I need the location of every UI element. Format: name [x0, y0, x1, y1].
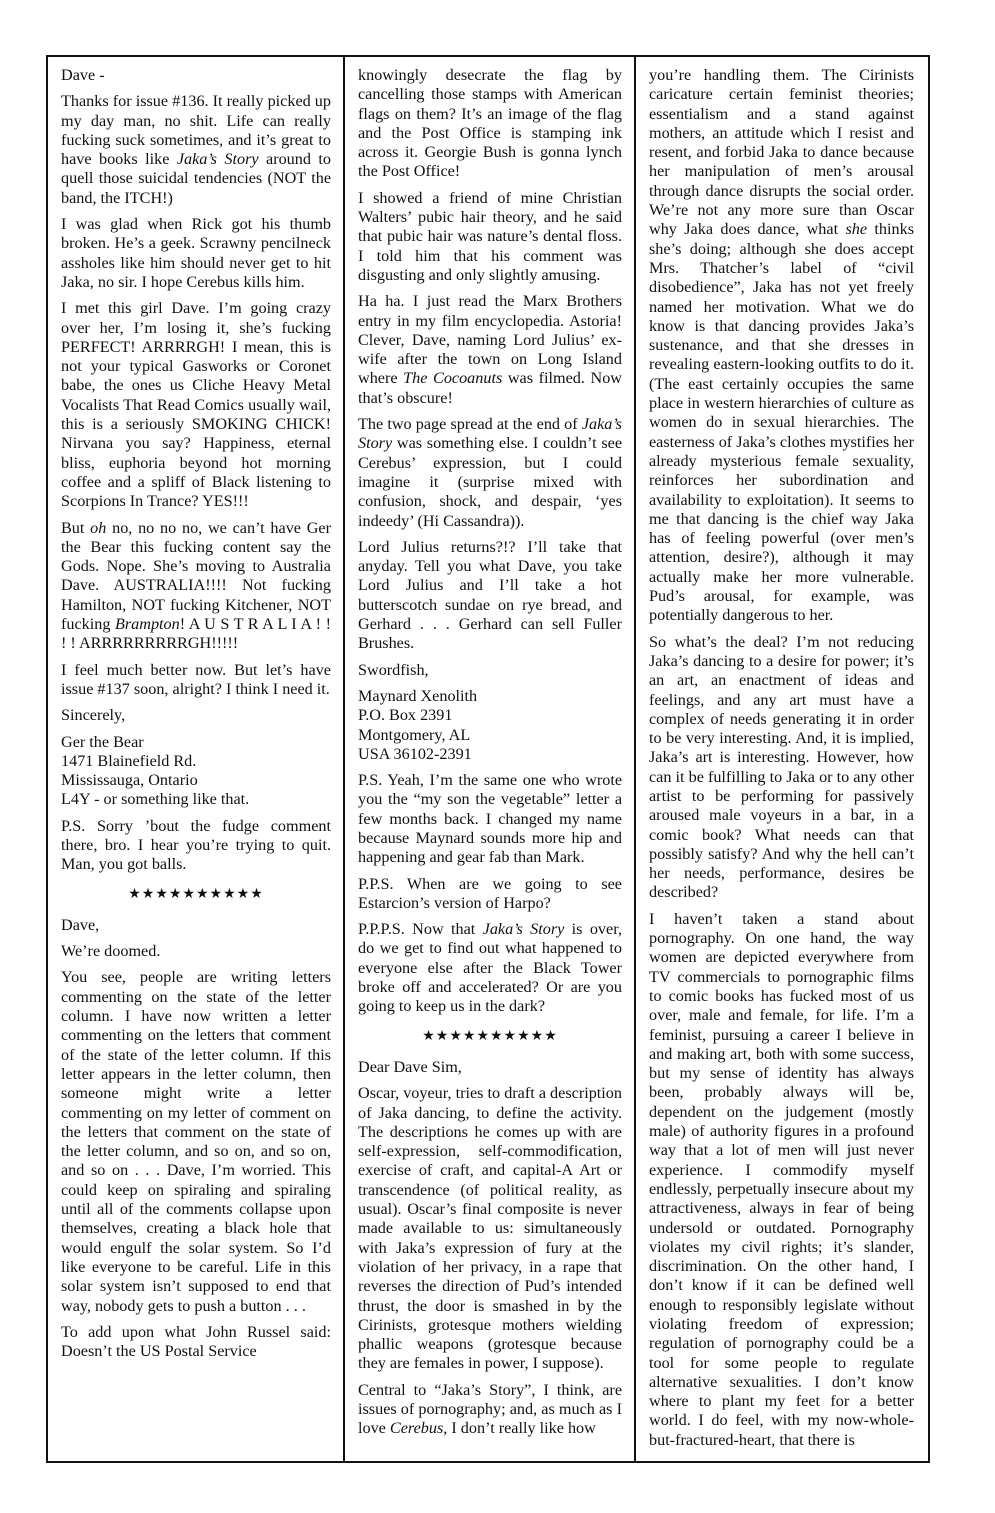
text-run: ★★★★★★★★★★	[128, 886, 264, 902]
letter-paragraph	[358, 875, 622, 914]
text-run: I was glad when Rick got his thumb broken. He’s a geek. Scrawny pencilneck assholes like him should never get to hit Jaka, no sir. I hope Cerebus kills him.	[61, 215, 331, 291]
address-line: L4Y - or something like that.	[61, 790, 250, 809]
letter-paragraph	[358, 661, 622, 680]
text-run: Dave,	[61, 915, 100, 934]
letter-paragraph	[358, 1084, 622, 1373]
text-run: Dave -	[61, 66, 105, 84]
text-run: thinks she’s doing; although she does accept Mrs. Thatcher’s label of “civil disobedience”, Jaka has not yet freely named her motivation. What we do know is that dancing provides Jaka’s sustenance, and that she dresses in revealing eastern-looking outfits to do it. (The east certainly occupies the same place in western hierarchies of culture as women do in sexual hierarchies. The easterness of Jaka’s clothes mystifies her already mysterious female sexuality, reinforces her subordination and availability to exploitation). It seems to me that dancing is the chief way Jaka has of feeling powerful (over men’s attention, desire?), although it may actually make her more vulnerable. Pud’s arousal, for example, was potentially dangerous to her.	[649, 220, 915, 625]
text-run: The two page spread at the end of	[358, 415, 582, 434]
letter-paragraph	[61, 661, 331, 700]
text-run: Ha ha. I just read the Marx Brothers entry in my film encyclopedia. Astoria! Clever, Dave, naming Lord Julius’ ex-wife after the town on Long Island where	[358, 292, 622, 388]
text-run: Dear Dave Sim,	[358, 1057, 462, 1076]
text-run: P.S. Yeah, I’m the same one who wrote you the “my son the vegetable” letter a few months back. I changed my name because Maynard sounds more hip and happening and gear fab than Mark.	[358, 771, 622, 867]
italic-title-text: The Cocoanuts	[403, 369, 503, 388]
text-run: , I don’t really like how	[443, 1419, 596, 1438]
letter-paragraph	[61, 215, 331, 292]
text-run: P.S. Sorry ’bout the fudge comment there, bro. I hear you’re trying to quit. Man, you got balls.	[61, 816, 331, 874]
text-run: ! A U S T R A L I A ! ! ! ! ARRRRRRRRRGH!!!!!	[61, 615, 331, 653]
italic-title-text: Brampton	[114, 615, 180, 634]
text-run: Thanks for issue #136. It really picked up my day man, no shit. Life can really fucking suck sometimes, and it’s great to have books like	[61, 92, 331, 169]
letter-paragraph	[358, 1381, 622, 1439]
text-run: I showed a friend of mine Christian Walters’ pubic hair theory, and he said that pubic hair was nature’s dental floss. I told him that his comment was disgusting and only slightly amusing.	[358, 188, 622, 284]
letter-paragraph	[61, 916, 331, 935]
address-line: Montgomery, AL	[358, 725, 471, 744]
address-line: P.O. Box 2391	[358, 706, 453, 725]
letter-paragraph	[61, 66, 331, 85]
section-divider-stars	[358, 1027, 622, 1046]
text-run: Central to “Jaka’s Story”, I think, are issues of pornography; and, as much as I love	[358, 1380, 622, 1438]
text-run: Lord Julius returns?!? I’ll take that anyday. Tell you what Dave, you take Lord Julius and I’ll take a hot butterscotch sundae on rye bread, and Gerhard . . . Gerhard can sell Fuller Brushes.	[358, 537, 622, 653]
letter-paragraph	[649, 910, 914, 1450]
letter-paragraph	[61, 968, 331, 1315]
section-divider-stars	[61, 885, 331, 904]
text-run: P.P.S. When are we going to see Estarcion’s version of Harpo?	[358, 874, 622, 912]
letter-paragraph	[61, 817, 331, 875]
letter-paragraph	[61, 92, 331, 208]
signature-address	[358, 687, 622, 764]
letters-page-frame	[46, 55, 930, 1463]
letter-paragraph	[61, 299, 331, 511]
text-run: was filmed. Now that’s obscure!	[358, 369, 622, 407]
letter-paragraph	[358, 1058, 622, 1077]
letter-paragraph	[358, 920, 622, 1016]
letter-paragraph	[61, 942, 331, 961]
address-line: Ger the Bear	[61, 732, 144, 751]
text-run: ★★★★★★★★★★	[422, 1028, 558, 1044]
text-run: Sincerely,	[61, 706, 126, 725]
letter-paragraph	[358, 415, 622, 531]
text-run: P.P.P.S. Now that	[358, 920, 483, 939]
text-run: is over, do we get to find out what happened to everyone else after the Black Tower broke off and accelerated? Or are you going to keep us in the dark?	[358, 920, 622, 1016]
text-run: you’re handling them. The Cirinists caricature certain feminist theories; essentialism and a stand against mothers, an attitude which I resist and resent, and forbid Jaka to dance because her manipulation of men’s arousal through dance disrupts the social order. We’re not any more sure than Oscar why Jaka does dance, what	[649, 66, 914, 239]
italic-title-text: she	[845, 220, 868, 239]
letter-paragraph	[358, 771, 622, 867]
letter-column-3	[634, 57, 928, 1461]
letter-paragraph	[358, 189, 622, 285]
text-run: To add upon what John Russel said: Doesn’t the US Postal Service	[61, 1322, 331, 1361]
letter-paragraph	[358, 66, 622, 182]
text-run: I haven’t taken a stand about pornography. On one hand, the way women are depicted everywhere from TV commercials to pornographic films to comic books has fucked most of us over, male and female, for life. I’m a feminist, pursuing a career I believe in and making art, both with some success, but my sense of identity has always been, probably always will be, dependent on the judgement (mostly male) of authority figures in a profound way that a lot of men will just never experience. I commodify myself endlessly, perpetually insecure about my attractiveness, always in fear of being undersold or outdated. Pornography violates my civil rights; it’s slander, discrimination. On the other hand, I don’t know if it can be defined well enough to responsibly legislate without violating freedom of expression; regulation of pornography could be a tool for some people to regulate alternative sexualities. I don’t know where to plant my feet for a better world. I do feel, with my now-whole-but-fractured-heart, that there is	[649, 909, 914, 1449]
text-run: was something else. I couldn’t see Cerebus’ expression, but I could imagine it (surprise mixed with confusion, shock, and despair, ‘yes indeedy’ (Hi Cassandra)).	[358, 434, 622, 530]
text-run: But	[61, 518, 91, 537]
italic-title-text: Jaka’s Story	[176, 150, 259, 169]
address-line: USA 36102-2391	[358, 744, 472, 763]
signature-address	[61, 733, 331, 810]
text-run: So what’s the deal? I’m not reducing Jaka’s dancing to a desire for power; it’s an art, an enactment of ideas and feelings, and any art must have a complex of needs generating it in order to be very interesting. And, it is implied, Jaka’s art is interesting. However, how can it be fulfilling to Jaka or to any other artist to be performing for passively aroused male voyeurs in a bar, in a comic book? What needs can that possibly satisfy? And why the hell can’t her needs, performance, desires be described?	[649, 632, 914, 902]
text-run: We’re doomed.	[61, 942, 161, 961]
italic-title-text: Jaka’s Story	[358, 415, 622, 453]
text-run: You see, people are writing letters commenting on the state of the letter column. I have now written a letter commenting on the letters that comment of the state of the letter column. If this letter appears in the letter column, then someone might write a letter commenting on my letter of comment on the letters that comment on the state of the letter column, and so on, and so on, and so on . . . Dave, I’m worried. This could keep on spiraling and spiraling until all of the comments collapse upon themselves, creating a black hole that would engulf the solar system. So I’d like everyone to be careful. Life in this solar system isn’t supposed to end that way, nobody gets to push a button . . .	[61, 968, 331, 1315]
text-run: Oscar, voyeur, tries to draft a description of Jaka dancing, to define the activity. The descriptions he comes up with are self-expression, self-commodification, exercise of craft, and capital-A Art or transcendence (of political reality, as usual). Oscar’s final composite is never made available to us: simultaneously with Jaka’s expression of fury at the violation of her privacy, in a rape that reverses the direction of Pud’s intended thrust, the door is smashed in by the Cirinists, grotesque mothers wielding phallic weapons (grotesque because they are females in power, I suppose).	[358, 1084, 622, 1373]
address-line: Maynard Xenolith	[358, 686, 478, 705]
address-line: Mississauga, Ontario	[61, 771, 198, 790]
letter-column-2	[343, 57, 634, 1461]
letter-paragraph	[61, 706, 331, 725]
letter-paragraph	[358, 292, 622, 408]
text-run: around to quell those suicidal tendencies (NOT the band, the ITCH!)	[61, 150, 331, 207]
letter-paragraph	[649, 66, 914, 626]
letter-paragraph	[61, 1323, 331, 1362]
letter-paragraph	[61, 519, 331, 654]
text-run: I met this girl Dave. I’m going crazy over her, I’m losing it, she’s fucking PERFECT! ARRRRGH! I mean, this is not your typical Gasworks or Coronet babe, the ones us Cliche Heavy Metal Vocalists That Read Comics usually wail, this is a seriously SMOKING CHICK! Nirvana you say? Happiness, eternal bliss, euphoria beyond hot morning coffee and a spliff of Black listening to Scorpions In Trance? YES!!!	[61, 299, 331, 511]
letter-paragraph	[649, 633, 914, 903]
italic-title-text: oh	[90, 518, 107, 537]
letter-column-1	[48, 57, 343, 1461]
italic-title-text: Jaka’s Story	[482, 920, 565, 939]
text-run: Swordfish,	[358, 660, 429, 679]
text-run: no, no no no, we can’t have Ger the Bear this fucking content say the Gods. Nope. She’s moving to Australia Dave. AUSTRALIA!!!! Not fucking Hamilton, NOT fucking Kitchener, NOT fucking	[61, 518, 331, 634]
letter-paragraph	[358, 538, 622, 654]
text-run: knowingly desecrate the flag by cancelling those stamps with American flags on them? It’s an image of the flag and the Post Office is stamping ink across it. Georgie Bush is gonna lynch the Post Office!	[358, 66, 622, 181]
address-line: 1471 Blainefield Rd.	[61, 751, 197, 770]
text-run: I feel much better now. But let’s have issue #137 soon, alright? I think I need it.	[61, 660, 331, 698]
italic-title-text: Cerebus	[389, 1419, 444, 1438]
